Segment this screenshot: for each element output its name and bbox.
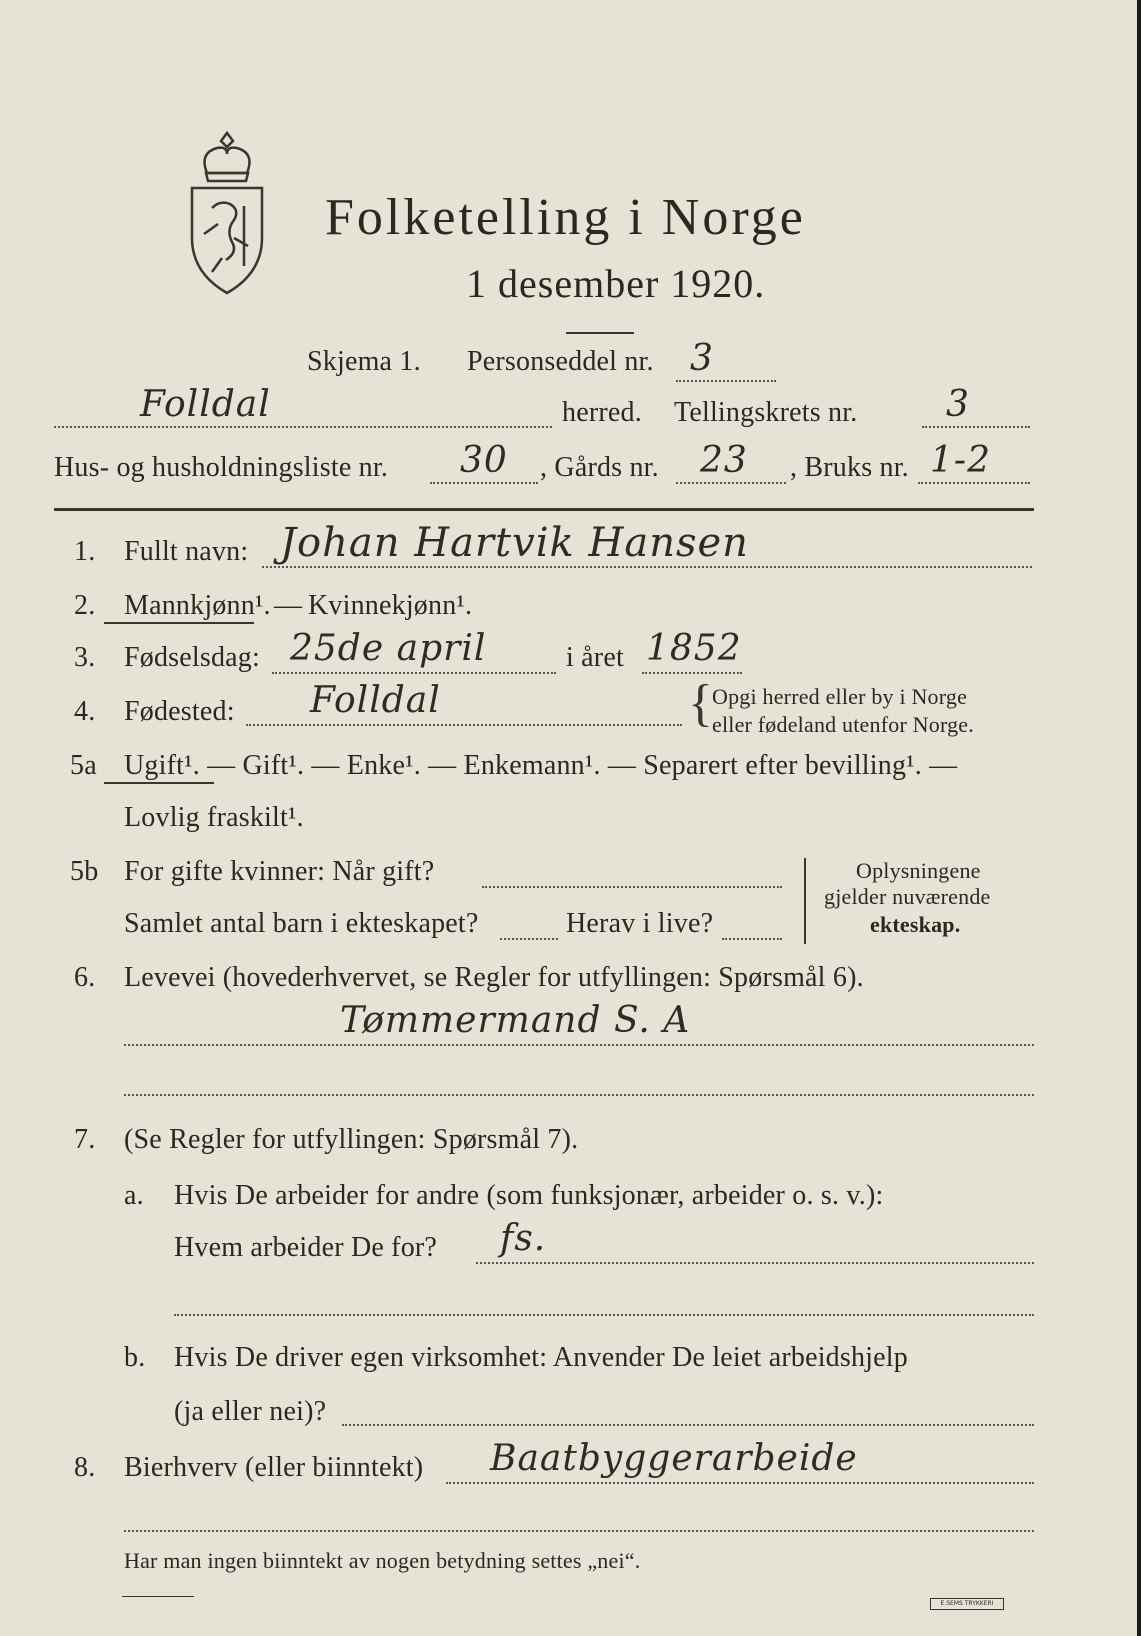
herred-field-line	[54, 426, 552, 428]
q7b-letter: b.	[124, 1342, 146, 1373]
q3-number: 3.	[74, 642, 96, 673]
q7a-line2: Hvem arbeider De for?	[174, 1232, 438, 1263]
occupation-value[interactable]: Tømmermand S. A	[340, 1000, 691, 1041]
q4-brace: {	[688, 675, 713, 732]
form-date: 1 desember 1920.	[466, 261, 766, 306]
birth-year-value[interactable]: 1852	[646, 628, 742, 669]
q3-day-field-line	[272, 672, 556, 674]
q5b-label-married: For gifte kvinner: Når gift?	[124, 856, 435, 887]
q6-field-line2	[124, 1094, 1034, 1096]
tellingskrets-label: Tellingskrets nr.	[674, 397, 858, 428]
form-title: Folketelling i Norge	[325, 189, 806, 246]
tellingskrets-field-line	[922, 426, 1030, 428]
birthplace-value[interactable]: Folldal	[310, 680, 441, 721]
q3-year-field-line	[642, 672, 742, 674]
q1-field-line	[262, 566, 1032, 568]
q6-number: 6.	[74, 962, 96, 993]
q7-number: 7.	[74, 1124, 96, 1155]
personseddel-value[interactable]: 3	[690, 338, 714, 379]
q5b-number: 5b	[70, 856, 99, 887]
q8-field-line2	[124, 1530, 1034, 1532]
q8-field-line1	[446, 1482, 1034, 1484]
q5b-children-field-line	[500, 938, 558, 940]
q2-number: 2.	[74, 590, 96, 621]
personseddel-label: Personseddel nr.	[467, 346, 654, 377]
husliste-value[interactable]: 30	[460, 440, 508, 481]
scan-border	[1137, 0, 1141, 1636]
q1-number: 1.	[74, 536, 96, 567]
male-option[interactable]: Mannkjønn¹.	[124, 590, 271, 621]
q7b-line1: Hvis De driver egen virksomhet: Anvender De leiet arbeidshjelp	[174, 1342, 908, 1373]
female-option[interactable]: Kvinnekjønn¹.	[308, 590, 473, 621]
footer-note: Har man ingen biinntekt av nogen betydning settes „nei“.	[124, 1548, 641, 1573]
title-divider	[566, 332, 634, 334]
footer-mark	[122, 1596, 194, 1597]
q5b-label-alive: Herav i live?	[566, 908, 714, 939]
printer-stamp	[930, 1598, 1004, 1610]
q7b-field-line	[342, 1424, 1034, 1426]
herred-label: herred.	[562, 397, 642, 428]
printer-stamp-text: E.SEMS TRYKKERI	[940, 1600, 994, 1607]
q2-separator: —	[274, 590, 303, 621]
gards-value[interactable]: 23	[700, 440, 748, 481]
marital-status-line2[interactable]: Lovlig fraskilt¹.	[124, 802, 304, 833]
q7b-line2: (ja eller nei)?	[174, 1396, 327, 1427]
q5b-label-children: Samlet antal barn i ekteskapet?	[124, 908, 479, 939]
gards-label: , Gårds nr.	[540, 452, 659, 483]
q7-label: (Se Regler for utfyllingen: Spørsmål 7).	[124, 1124, 579, 1155]
q5b-note-line3: ekteskap.	[870, 912, 961, 937]
q5b-note-line1: Oplysningene	[856, 858, 981, 883]
q3-label: Fødselsdag:	[124, 642, 260, 673]
q4-label: Fødested:	[124, 696, 235, 727]
herred-value[interactable]: Folldal	[140, 384, 271, 425]
q7a-line1: Hvis De arbeider for andre (som funksjonær, arbeider o. s. v.):	[174, 1180, 884, 1211]
header-separator	[54, 508, 1034, 511]
q5b-note-line2: gjelder nuværende	[824, 884, 991, 909]
full-name-value[interactable]: Johan Hartvik Hansen	[280, 520, 749, 566]
q7a-field-line2	[174, 1314, 1034, 1316]
q4-note-line2: eller fødeland utenfor Norge.	[712, 712, 974, 737]
schema-label: Skjema 1.	[307, 346, 421, 377]
birth-day-value[interactable]: 25de april	[290, 628, 487, 669]
husliste-label: Hus- og husholdningsliste nr.	[54, 452, 389, 483]
secondary-occupation-value[interactable]: Baatbyggerarbeide	[490, 1438, 858, 1479]
q8-number: 8.	[74, 1452, 96, 1483]
q4-number: 4.	[74, 696, 96, 727]
q5b-married-field-line	[482, 886, 782, 888]
norway-coat-of-arms-icon	[182, 128, 272, 298]
bruks-field-line	[918, 482, 1030, 484]
bruks-value[interactable]: 1-2	[930, 440, 991, 481]
q6-label: Levevei (hovederhvervet, se Regler for utfyllingen: Spørsmål 6).	[124, 962, 864, 993]
q8-label: Bierhverv (eller biinntekt)	[124, 1452, 424, 1483]
tellingskrets-value[interactable]: 3	[946, 384, 970, 425]
q5b-alive-field-line	[722, 938, 782, 940]
personseddel-field-line	[676, 380, 776, 382]
marital-status-options[interactable]: Ugift¹. — Gift¹. — Enke¹. — Enkemann¹. — Separert efter bevilling¹. —	[124, 750, 958, 781]
q4-field-line	[246, 724, 682, 726]
q5b-note-bracket	[804, 858, 806, 944]
male-underline	[104, 622, 254, 624]
gards-field-line	[676, 482, 786, 484]
bruks-label: , Bruks nr.	[790, 452, 909, 483]
q5a-number: 5a	[70, 750, 97, 781]
q4-note-line1: Opgi herred eller by i Norge	[712, 684, 968, 709]
employer-value[interactable]: fs.	[500, 1218, 547, 1259]
q1-label: Fullt navn:	[124, 536, 249, 567]
q7a-letter: a.	[124, 1180, 144, 1211]
q7a-field-line1	[476, 1262, 1034, 1264]
q3-year-label: i året	[566, 642, 624, 673]
ugift-underline	[104, 782, 214, 784]
husliste-field-line	[430, 482, 538, 484]
q6-field-line1	[124, 1044, 1034, 1046]
